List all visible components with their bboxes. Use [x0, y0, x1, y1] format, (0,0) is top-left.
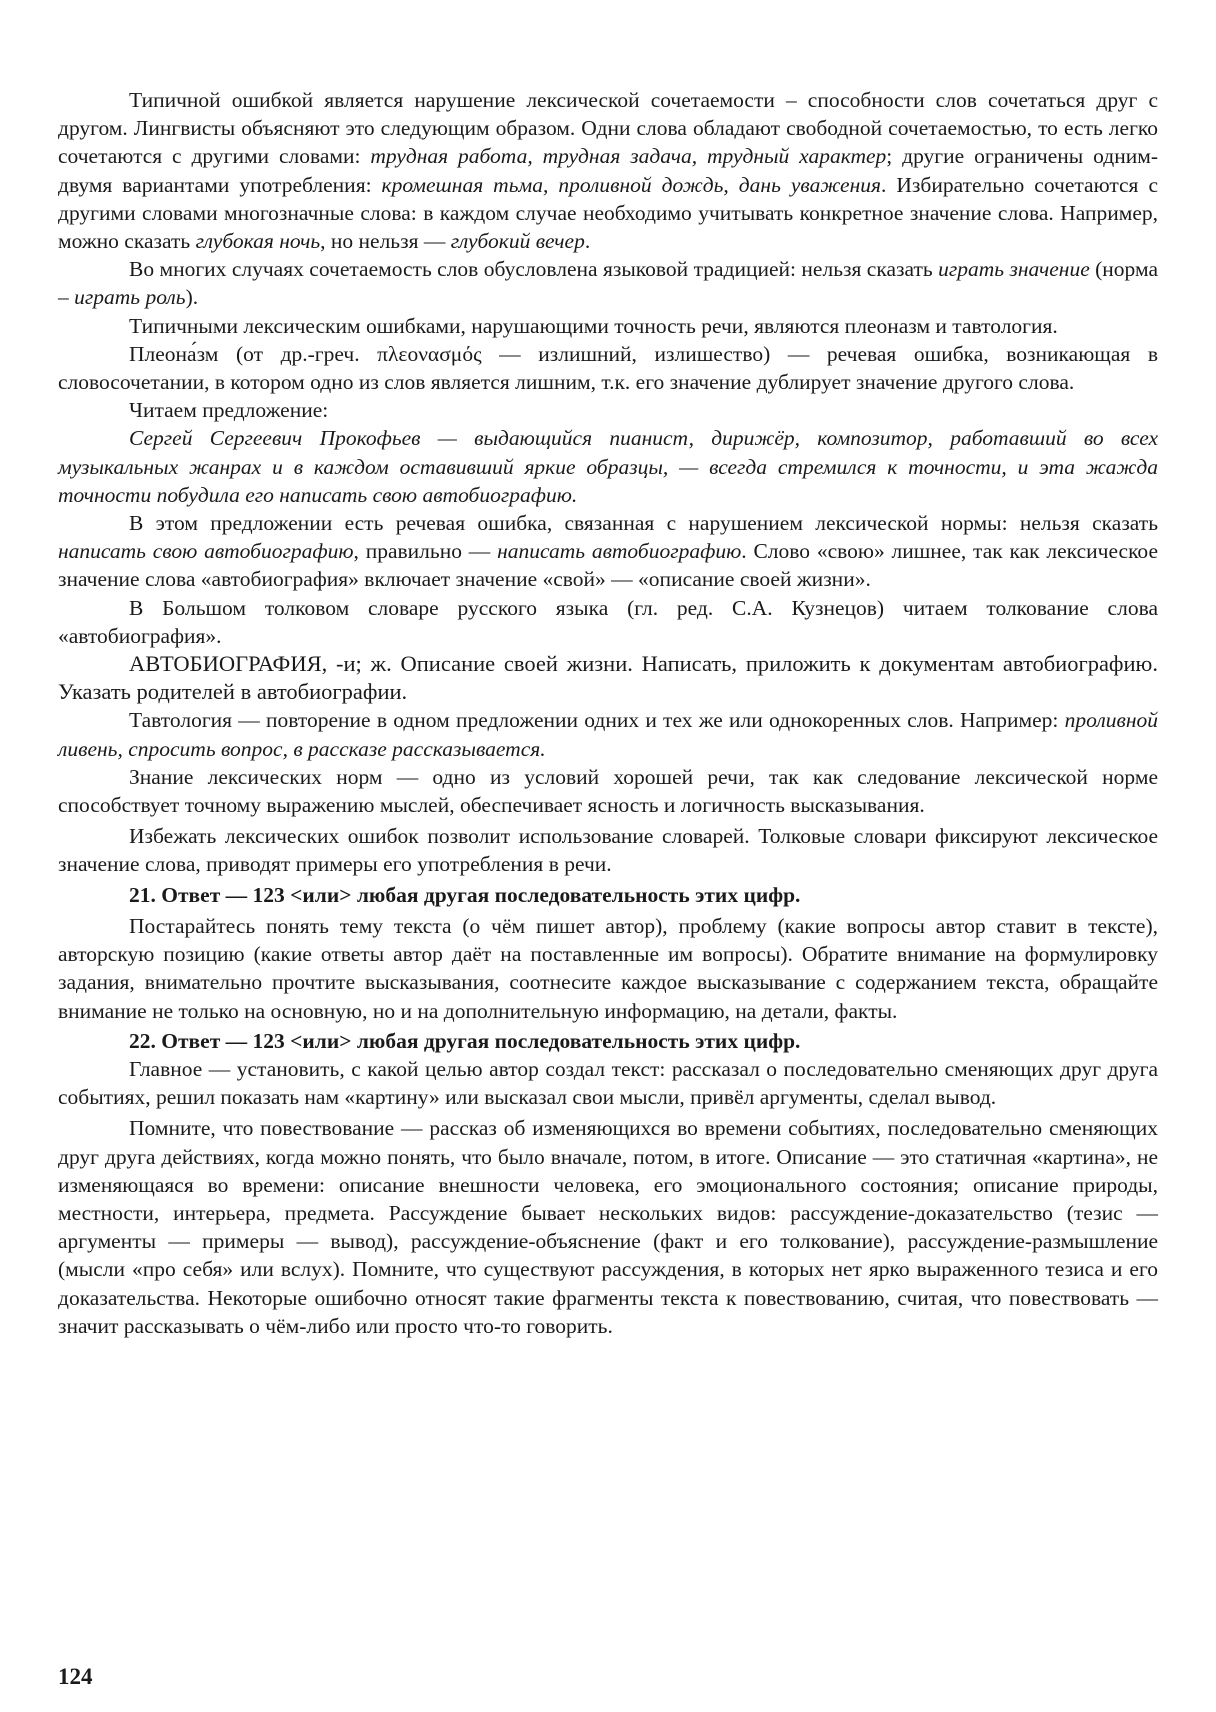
text-run: 22. Ответ — 123 <или> любая другая последовательность этих цифр.	[129, 1028, 801, 1053]
paragraph-p5	[58, 396, 1158, 424]
italic-text: играть значение	[938, 257, 1090, 282]
text-run: Избежать лексических ошибок позволит использование словарей. Толковые словари фиксируют лексическое значение слова, приводят примеры его употребления в речи.	[58, 824, 1158, 877]
text-run: . Избирательно сочетаются с другими словами многозначные слова: в каждом случае необходимо учитывать конкретное значение слова. Например, можно сказать	[58, 172, 1158, 254]
text-run: В Большом толковом словаре русского языка (гл. ред. С.А. Кузнецов) читаем толкование слова «автобиография».	[58, 595, 1158, 648]
text-run: . Слово «свою» лишнее, так как лексическое значение слова «автобиография» включает значение «свой» — «описание своей жизни».	[58, 539, 1158, 592]
text-run: Типичной ошибкой является нарушение лексической сочетаемости – способности слов сочетаться друг с другом. Лингвисты объясняют это следующим образом. Одни слова обладают свободной сочетаемостью, то есть легко сочетаются с другими словами:	[58, 88, 1158, 169]
text-run: Постарайтесь понять тему текста (о чём пишет автор), проблему (какие вопросы автор ставит в тексте), авторскую позицию (какие ответы автор даёт на поставленные им вопросы). Обратите внимание на формулировку задания, внимательно прочтите высказывания, соотнесите каждое высказывание с содержанием текста, обращайте внимание не только на основную, но и на дополнительную информацию, на детали, факты.	[58, 913, 1158, 1023]
text-run: 21. Ответ — 123 <или> любая другая последовательность этих цифр.	[129, 882, 801, 907]
paragraph-p2	[58, 255, 1158, 311]
text-run: ).	[185, 285, 199, 310]
text-run: Плеона́зм (от др.-греч. πλεονασμός — излишний, излишество) — речевая ошибка, возникающая в словосочетании, в котором одно из слов является лишним, т.к. его значение дублирует значение другого слова.	[58, 341, 1158, 395]
paragraph-p13	[58, 881, 1158, 909]
paragraph-p4	[58, 340, 1158, 396]
text-run: Тавтология — повторение в одном предложении одних и тех же или однокоренных слов. Например:	[129, 708, 1065, 733]
paragraph-p12	[58, 822, 1158, 878]
paragraph-p9	[58, 650, 1158, 706]
paragraph-p1	[58, 86, 1158, 255]
page-body	[58, 86, 1158, 1340]
text-run: Помните, что повествование — рассказ об изменяющихся во времени событиях, последовательно сменяющих друг друга действиях, когда можно понять, что было вначале, потом, в итоге. Описание — это статичная «картина», не изменяющаяся во времени: описание внешности человека, его эмоционального состояния; описание природы, местности, интерьера, предмета. Рассуждение бывает нескольких видов: рассуждение-доказательство (тезис — аргументы — примеры — вывод), рассуждение-объяснение (факт и его толкование), рассуждение-размышление (мысли «про себя» или вслух). Помните, что существуют рассуждения, в которых нет ярко выраженного тезиса и его доказательства. Некоторые ошибочно относят такие фрагменты текста к повествованию, считая, что повествовать — значит рассказывать о чём-либо или просто что-то говорить.	[58, 1116, 1158, 1338]
italic-text: глубокая ночь	[195, 229, 321, 254]
italic-text: играть роль	[74, 285, 186, 310]
italic-text: написать автобиографию	[497, 539, 742, 564]
paragraph-p14	[58, 912, 1158, 1025]
italic-text: глубокий вечер	[450, 229, 585, 254]
italic-text: кромешная тьма, проливной дождь, дань уважения	[381, 172, 881, 197]
text-run: (норма –	[58, 257, 1158, 310]
text-run: В этом предложении есть речевая ошибка, связанная с нарушением лексической нормы: нельзя сказать	[129, 511, 1158, 536]
text-run: Во многих случаях сочетаемость слов обусловлена языковой традицией: нельзя сказать	[129, 257, 939, 282]
text-run: АВТОБИОГРАФИЯ, -и; ж. Описание своей жизни. Написать, приложить к документам автобиографию. Указать родителей в автобиографии.	[58, 651, 1158, 705]
paragraph-p7	[58, 509, 1158, 594]
text-run: .	[584, 229, 591, 254]
paragraph-p6	[58, 424, 1158, 509]
paragraph-p8	[58, 594, 1158, 650]
italic-text: трудная работа, трудная задача, трудный характер	[370, 144, 887, 169]
italic-text: проливной ливень, спросить вопрос, в рассказе рассказывается.	[58, 708, 1158, 761]
paragraph-p3	[58, 312, 1158, 340]
paragraph-p17	[58, 1114, 1158, 1340]
italic-text: написать свою автобиографию	[58, 539, 354, 564]
page-number: 124	[58, 1664, 93, 1689]
paragraph-p11	[58, 763, 1158, 819]
text-run: Главное — установить, с какой целью автор создал текст: рассказал о последовательно сменяющих друг друга событиях, решил показать нам «картину» или высказал свои мысли, привёл аргументы, сделал вывод.	[58, 1056, 1158, 1110]
text-run: , но нельзя —	[320, 229, 451, 254]
text-run: Типичными лексическим ошибками, нарушающими точность речи, являются плеоназм и тавтология.	[129, 313, 1058, 338]
text-run: ; другие ограничены одним-двумя вариантами употребления:	[58, 144, 1158, 197]
text-run: Знание лексических норм — одно из условий хорошей речи, так как следование лексической норме способствует точному выражению мыслей, обеспечивает ясность и логичность высказывания.	[58, 764, 1158, 818]
text-run: Сергей Сергеевич Прокофьев — выдающийся пианист, дирижёр, композитор, работавший во всех музыкальных жанрах и в каждом оставивший яркие образцы, — всегда стремился к точности, и эта жажда точности побудила его написать свою автобиографию.	[58, 426, 1158, 507]
paragraph-p16	[58, 1055, 1158, 1111]
text-run: , правильно —	[353, 539, 498, 564]
paragraph-p15	[58, 1027, 1158, 1055]
paragraph-p10	[58, 706, 1158, 762]
text-run: Читаем предложение:	[129, 398, 329, 423]
